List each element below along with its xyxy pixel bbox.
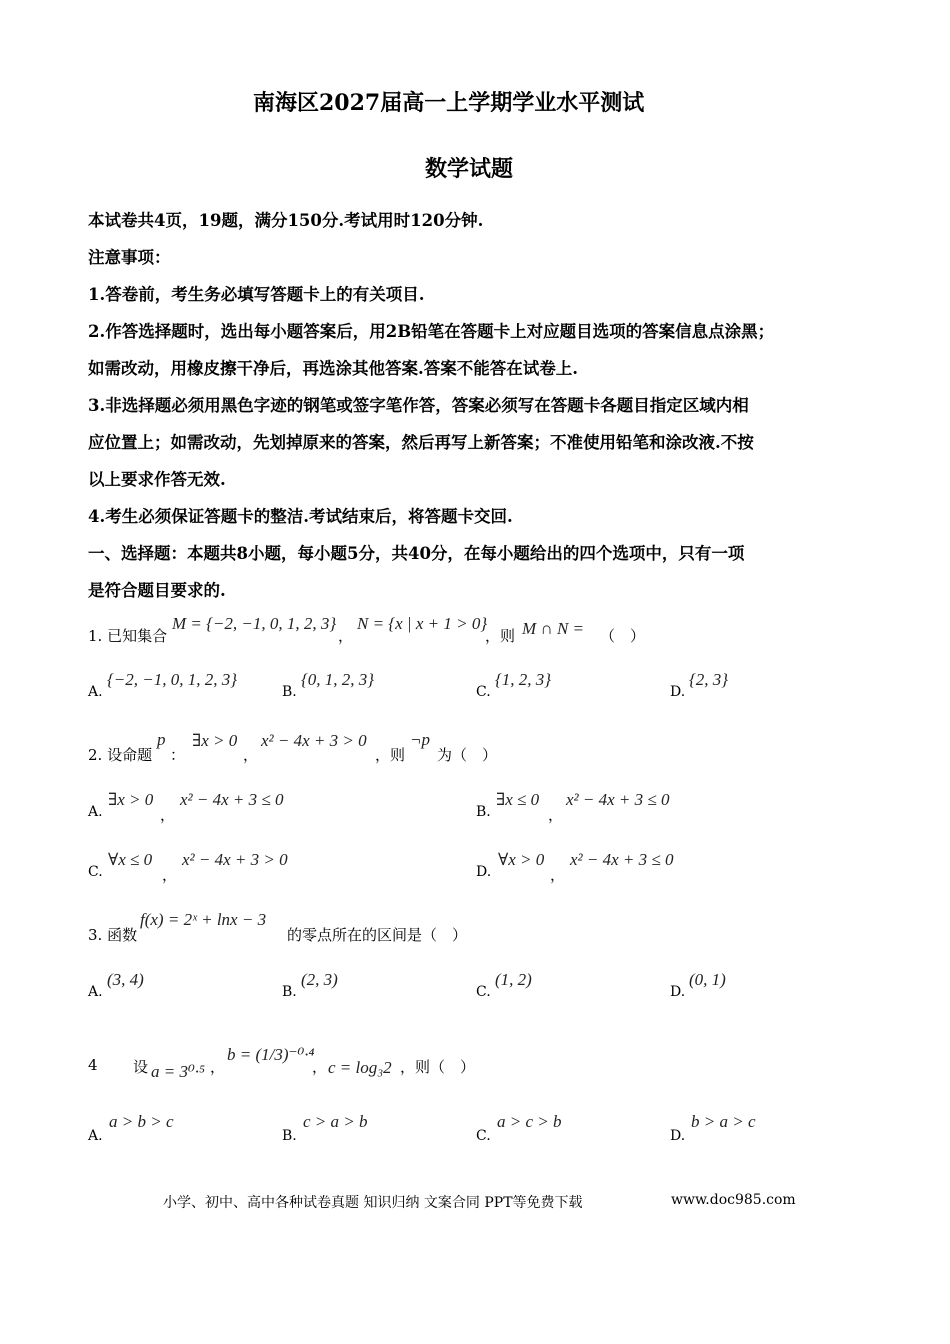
option-c-quantifier: ∀x ≤ 0 — [108, 850, 153, 869]
option-c-letter: C. — [476, 1128, 491, 1144]
question-4-label: 4 — [88, 1056, 98, 1074]
option-b-text: c > a > b — [303, 1112, 368, 1131]
option-c-sep: ， — [162, 866, 178, 884]
question-2-exists: ∃x > 0 — [192, 731, 238, 750]
question-1-then: ，则 — [485, 627, 516, 645]
option-d-text: (0, 1) — [689, 970, 726, 989]
question-1-blank: （ ） — [600, 627, 646, 645]
question-4-sep: ， — [210, 1058, 226, 1076]
option-b-inequality: x² − 4x + 3 ≤ 0 — [566, 790, 670, 809]
option-b-letter: B. — [282, 684, 297, 700]
option-d-inequality: x² − 4x + 3 ≤ 0 — [570, 850, 674, 869]
section-heading-cont: 是符合题目要求的. — [88, 581, 226, 600]
option-a-text: {−2, −1, 0, 1, 2, 3} — [107, 670, 238, 689]
option-a-letter: A. — [88, 804, 103, 820]
option-c-text: {1, 2, 3} — [495, 670, 552, 689]
option-a-letter: A. — [88, 984, 103, 1000]
note-line: 1.答卷前，考生务必填写答题卡上的有关项目. — [88, 285, 425, 304]
intro-line: 本试卷共4页，19题，满分150分.考试用时120分钟. — [88, 211, 484, 230]
question-1-sep: ， — [338, 627, 354, 645]
section-heading: 一、选择题：本题共8小题，每小题5分，共40分，在每小题给出的四个选项中，只有一项 — [88, 544, 745, 563]
option-a-letter: A. — [88, 1128, 103, 1144]
option-a-sep: ， — [160, 806, 176, 824]
question-1-set-m: M = {−2, −1, 0, 1, 2, 3} — [172, 614, 337, 633]
question-4-let: 设 — [133, 1058, 149, 1076]
option-a-text: a > b > c — [109, 1112, 174, 1131]
note-line: 以上要求作答无效. — [88, 470, 226, 489]
note-line: 应位置上；如需改动，先划掉原来的答案，然后再写上新答案；不准使用铅笔和涂改液.不按 — [88, 433, 754, 452]
question-3-tail: 的零点所在的区间是（ ） — [287, 926, 468, 944]
exam-title: 南海区2027届高一上学期学业水平测试 — [253, 90, 645, 116]
question-2-colon: ： — [170, 746, 186, 764]
option-b-sep: ， — [548, 806, 564, 824]
question-1-intersection: M ∩ N = — [522, 619, 584, 638]
footer-text: 小学、初中、高中各种试卷真题 知识归纳 文案合同 PPT等免费下载 — [163, 1195, 583, 1211]
question-4-b: b = (1/3)⁻⁰·⁴ — [227, 1045, 315, 1064]
footer-link[interactable]: www.doc985.com — [671, 1192, 796, 1208]
question-1-set-n: N = {x | x + 1 > 0} — [357, 614, 488, 633]
option-c-letter: C. — [88, 864, 103, 880]
note-line: 3.非选择题必须用黑色字迹的钢笔或签字笔作答，答案必须写在答题卡各题目指定区域内相 — [88, 396, 749, 415]
option-c-text: a > c > b — [497, 1112, 562, 1131]
question-4-c: c = log₃2 — [328, 1058, 392, 1077]
option-d-text: {2, 3} — [689, 670, 729, 689]
notes-heading: 注意事项： — [88, 248, 171, 267]
option-b-text: {0, 1, 2, 3} — [301, 670, 375, 689]
option-d-letter: D. — [670, 684, 686, 700]
question-4-sep: ， — [312, 1058, 328, 1076]
question-2-blank: 为（ ） — [437, 746, 498, 764]
option-c-inequality: x² − 4x + 3 > 0 — [182, 850, 288, 869]
option-d-text: b > a > c — [691, 1112, 756, 1131]
option-a-text: (3, 4) — [107, 970, 144, 989]
question-2-inequality: x² − 4x + 3 > 0 — [261, 731, 367, 750]
question-4-blank: ，则（ ） — [400, 1058, 476, 1076]
option-d-quantifier: ∀x > 0 — [498, 850, 545, 869]
option-c-letter: C. — [476, 984, 491, 1000]
question-4-a: a = 3⁰·⁵ — [151, 1062, 205, 1081]
question-2-p: p — [157, 730, 166, 749]
question-2-label: 2. 设命题 — [88, 746, 153, 764]
option-d-letter: D. — [670, 984, 686, 1000]
option-a-inequality: x² − 4x + 3 ≤ 0 — [180, 790, 284, 809]
question-2-sep: ， — [243, 746, 259, 764]
option-c-letter: C. — [476, 684, 491, 700]
option-b-quantifier: ∃x ≤ 0 — [496, 790, 540, 809]
exam-subtitle: 数学试题 — [425, 156, 514, 182]
question-3-label: 3. 函数 — [88, 926, 138, 944]
note-line: 2.作答选择题时，选出每小题答案后，用2B铅笔在答题卡上对应题目选项的答案信息点涂黑； — [88, 322, 775, 341]
note-line: 如需改动，用橡皮擦干净后，再选涂其他答案.答案不能答在试卷上. — [88, 359, 578, 378]
option-d-sep: ， — [550, 866, 566, 884]
option-b-letter: B. — [282, 984, 297, 1000]
option-d-letter: D. — [670, 1128, 686, 1144]
option-c-text: (1, 2) — [495, 970, 532, 989]
option-b-text: (2, 3) — [301, 970, 338, 989]
option-b-letter: B. — [476, 804, 491, 820]
option-a-quantifier: ∃x > 0 — [108, 790, 154, 809]
question-2-then: ，则 — [375, 746, 406, 764]
option-d-letter: D. — [476, 864, 492, 880]
question-3-function: f(x) = 2ˣ + lnx − 3 — [140, 910, 267, 929]
question-1-label: 1. 已知集合 — [88, 627, 168, 645]
option-b-letter: B. — [282, 1128, 297, 1144]
option-a-letter: A. — [88, 684, 103, 700]
note-line: 4.考生必须保证答题卡的整洁.考试结束后，将答题卡交回. — [88, 507, 513, 526]
question-2-not-p: ¬p — [410, 730, 430, 749]
